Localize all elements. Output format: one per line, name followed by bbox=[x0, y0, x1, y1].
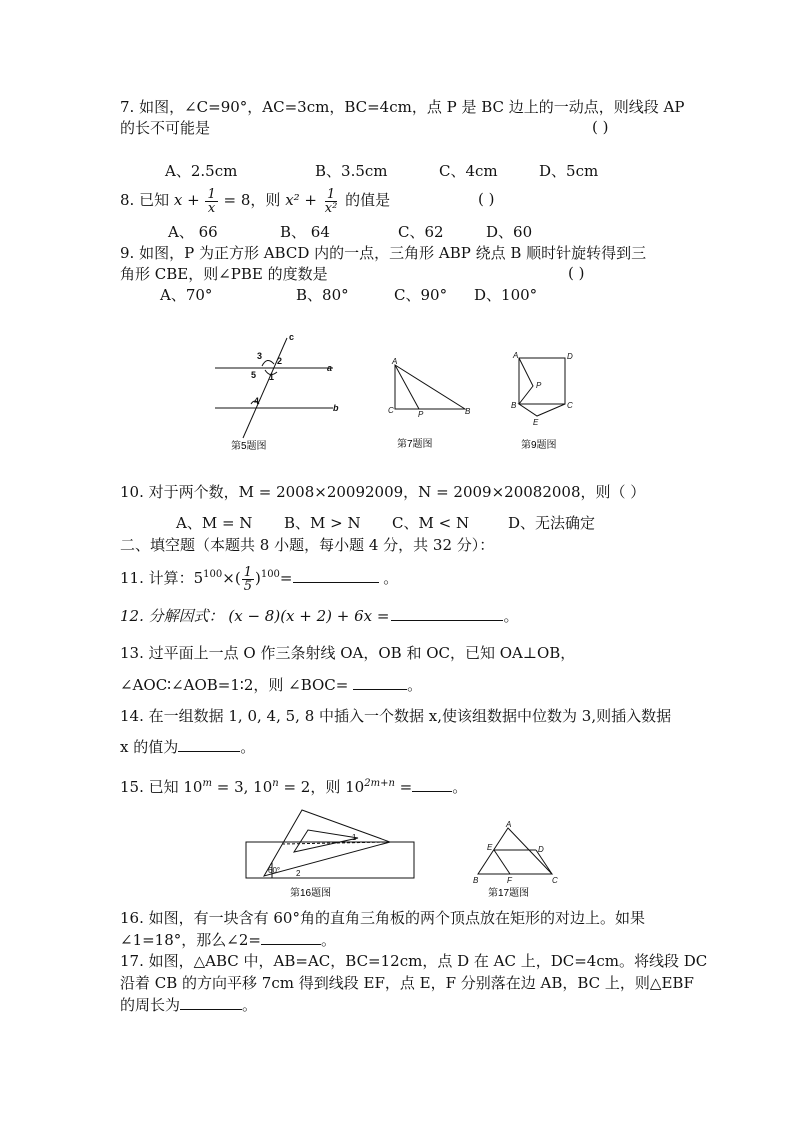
fig7-triangle bbox=[395, 365, 465, 409]
fig9-label-c: C bbox=[567, 401, 573, 410]
fig7-label-c: C bbox=[388, 406, 394, 415]
q11-exp2: 100 bbox=[260, 569, 280, 580]
q15-a: 15. 已知 10 bbox=[120, 778, 203, 796]
fig16-triangle-inner bbox=[294, 830, 358, 852]
figure-16 bbox=[240, 806, 420, 902]
fig9-label-d: D bbox=[567, 352, 573, 361]
q17-line3a: 的周长为 bbox=[120, 996, 181, 1014]
q12-answer-blank[interactable] bbox=[391, 606, 503, 621]
fig16-label-1: 1 bbox=[352, 833, 357, 842]
fig9-label-p: P bbox=[536, 381, 542, 390]
q15-answer-blank[interactable] bbox=[412, 777, 452, 792]
q16-line2 bbox=[120, 930, 336, 950]
q16-line1: 16. 如图，有一块含有 60°角的直角三角板的两个顶点放在矩形的对边上。如果 bbox=[120, 909, 645, 927]
q9-line2: 角形 CBE，则∠PBE 的度数是 bbox=[120, 265, 328, 283]
q9-option-c: C、90° bbox=[394, 286, 448, 304]
q11-fraction bbox=[242, 566, 254, 593]
fig5-label-3: 3 bbox=[257, 351, 263, 361]
q7-line2: 的长不可能是 bbox=[120, 119, 211, 137]
q9-option-a: A、70° bbox=[160, 286, 213, 304]
q7-option-d: D、5cm bbox=[539, 162, 599, 180]
q8-answer-paren: ( ) bbox=[478, 190, 495, 208]
q13-line2b: 。 bbox=[407, 676, 423, 694]
q9-option-b: B、80° bbox=[296, 286, 349, 304]
q8-frac1-denominator: x bbox=[207, 200, 216, 216]
q8-expr2a: x² + bbox=[285, 191, 317, 209]
fig16-label-2: 2 bbox=[296, 869, 301, 878]
fig5-line-c bbox=[243, 338, 287, 438]
q16-answer-blank[interactable] bbox=[261, 930, 321, 945]
fig5-label-a: a bbox=[327, 363, 333, 373]
fig17-label-e: E bbox=[487, 843, 493, 852]
q10-option-d: D、无法确定 bbox=[508, 514, 596, 532]
q8-expr1a: x + bbox=[173, 191, 200, 209]
q11-e: 。 bbox=[383, 569, 399, 587]
fig5-label-2: 2 bbox=[277, 356, 283, 366]
q7-option-c: C、4cm bbox=[439, 162, 498, 180]
q16-line2a: ∠1=18°，那么∠2= bbox=[120, 931, 261, 949]
fig17-label-c: C bbox=[552, 876, 558, 885]
q15-d: = bbox=[394, 778, 413, 796]
q7-option-a: A、2.5cm bbox=[165, 162, 238, 180]
q13-answer-blank[interactable] bbox=[353, 675, 407, 690]
fig17-caption: 第17题图 bbox=[488, 888, 530, 899]
q14-answer-blank[interactable] bbox=[178, 737, 240, 752]
q12-b: 。 bbox=[503, 607, 519, 625]
q7-line1: 7. 如图，∠C=90°，AC=3cm，BC=4cm，点 P 是 BC 边上的一动点，则线段 AP bbox=[120, 98, 685, 116]
q14-line2b: 。 bbox=[240, 738, 256, 756]
q11-a: 11. 计算：5 bbox=[120, 569, 204, 587]
q16-line2b: 。 bbox=[320, 931, 336, 949]
q15-line bbox=[120, 774, 467, 797]
q13-line2a: ∠AOC∶∠AOB=1∶2，则 ∠BOC= bbox=[120, 676, 349, 694]
q9-option-d: D、100° bbox=[474, 286, 538, 304]
q13-line1: 13. 过平面上一点 O 作三条射线 OA，OB 和 OC，已知 OA⊥OB， bbox=[120, 644, 576, 662]
fig17-label-a: A bbox=[506, 820, 512, 829]
fig5-label-1: 1 bbox=[269, 372, 275, 382]
figure-17 bbox=[470, 820, 570, 902]
fig17-label-b: B bbox=[473, 876, 479, 885]
q8-prefix: 8. 已知 bbox=[120, 191, 170, 209]
q15-e1: m bbox=[202, 778, 212, 789]
q15-e3: 2m+n bbox=[364, 778, 395, 789]
q14-line2a: x 的值为 bbox=[120, 738, 179, 756]
fig9-label-a: A bbox=[513, 351, 519, 360]
q11-c: ) bbox=[254, 569, 261, 587]
q7-answer-paren: ( ) bbox=[592, 118, 609, 136]
q17-line3 bbox=[120, 995, 257, 1015]
q9-line1: 9. 如图，P 为正方形 ABCD 内的一点，三角形 ABP 绕点 B 顺时针旋转得到三 bbox=[120, 244, 647, 262]
fig16-label-60: 60° bbox=[268, 866, 281, 875]
q11-exp1: 100 bbox=[203, 569, 223, 580]
fig17-segment-ef bbox=[494, 850, 510, 874]
fig16-caption: 第16题图 bbox=[290, 888, 332, 899]
fig7-segment-ap bbox=[395, 365, 419, 409]
fig7-label-a: A bbox=[392, 357, 398, 366]
fig5-label-5: 5 bbox=[251, 370, 257, 380]
q10-line1: 10. 对于两个数，M = 2008×20092009，N = 2009×20082008，则（ ） bbox=[120, 483, 646, 501]
q7-option-b: B、3.5cm bbox=[315, 162, 388, 180]
fig5-label-4: 4 bbox=[254, 396, 260, 406]
q12-a: 12. 分解因式： (x − 8)(x + 2) + 6x = bbox=[120, 607, 390, 625]
q8-frac1-numerator: 1 bbox=[207, 186, 216, 202]
q9-answer-paren: ( ) bbox=[568, 264, 585, 282]
q11-frac-denominator: 5 bbox=[243, 578, 252, 594]
fig5-caption: 第5题图 bbox=[231, 441, 267, 452]
q11-line bbox=[120, 560, 398, 593]
fig9-caption: 第9题图 bbox=[521, 440, 557, 451]
q8-expr1b: = 8，则 bbox=[223, 191, 281, 209]
fig9-triangle-cbe bbox=[519, 404, 565, 416]
q12-line bbox=[120, 606, 518, 626]
q11-d: = bbox=[279, 569, 293, 587]
q17-answer-blank[interactable] bbox=[180, 995, 242, 1010]
q8-option-c: C、62 bbox=[398, 223, 444, 241]
q11-frac-numerator: 1 bbox=[243, 564, 252, 580]
q15-e2: n bbox=[272, 778, 279, 789]
fig9-label-b: B bbox=[511, 401, 517, 410]
fig7-caption: 第7题图 bbox=[397, 439, 433, 450]
fig7-label-p: P bbox=[418, 410, 424, 419]
q11-answer-blank[interactable] bbox=[293, 568, 379, 583]
fig5-label-b: b bbox=[333, 403, 339, 413]
fig17-label-f: F bbox=[507, 876, 512, 885]
q10-options bbox=[176, 513, 595, 533]
fig9-square bbox=[519, 358, 565, 404]
fig7-label-b: B bbox=[465, 407, 471, 416]
figure-9 bbox=[505, 348, 595, 458]
q17-line3b: 。 bbox=[242, 996, 258, 1014]
q15-b: = 3, 10 bbox=[211, 778, 273, 796]
q8-frac2-numerator: 1 bbox=[326, 186, 336, 202]
fig9-label-e: E bbox=[533, 418, 539, 427]
fig17-label-d: D bbox=[538, 845, 544, 854]
q8-fraction-2 bbox=[323, 188, 340, 215]
q8-option-a: A、 66 bbox=[168, 223, 218, 241]
q8-line bbox=[120, 185, 390, 215]
q10-option-c: C、M < N bbox=[392, 514, 470, 532]
q17-line2: 沿着 CB 的方向平移 7cm 得到线段 EF，点 E，F 分别落在边 AB，BC 上，则△EBF bbox=[120, 974, 694, 992]
fig9-triangle-abp bbox=[519, 358, 533, 404]
q10-option-b: B、M > N bbox=[284, 514, 361, 532]
fig5-label-c: c bbox=[289, 332, 295, 342]
q10-option-a: A、M = N bbox=[176, 514, 253, 532]
q8-option-d: D、60 bbox=[486, 223, 533, 241]
fig5-arc bbox=[262, 360, 274, 366]
figure-7 bbox=[385, 355, 485, 455]
q8-option-b: B、 64 bbox=[280, 223, 330, 241]
q15-c: = 2，则 10 bbox=[278, 778, 365, 796]
q14-line2 bbox=[120, 737, 255, 757]
q8-suffix: 的值是 bbox=[345, 191, 391, 209]
q14-line1: 14. 在一组数据 1, 0, 4, 5, 8 中插入一个数据 x,使该组数据中位数为 3,则插入数据 bbox=[120, 707, 672, 725]
q11-b: ×( bbox=[222, 569, 241, 587]
q8-options bbox=[168, 222, 532, 242]
section-2-heading: 二、填空题（本题共 8 小题，每小题 4 分，共 32 分）： bbox=[120, 536, 495, 554]
q8-fraction-1 bbox=[205, 188, 217, 215]
q17-line1: 17. 如图，△ABC 中，AB=AC，BC=12cm，点 D 在 AC 上，DC=4cm。将线段 DC bbox=[120, 952, 708, 970]
q13-line2 bbox=[120, 675, 422, 695]
q7-options bbox=[165, 161, 598, 181]
figure-5 bbox=[205, 330, 345, 455]
q8-frac2-denominator: x² bbox=[324, 200, 338, 216]
q15-e: 。 bbox=[452, 778, 468, 796]
q9-options bbox=[160, 285, 537, 305]
